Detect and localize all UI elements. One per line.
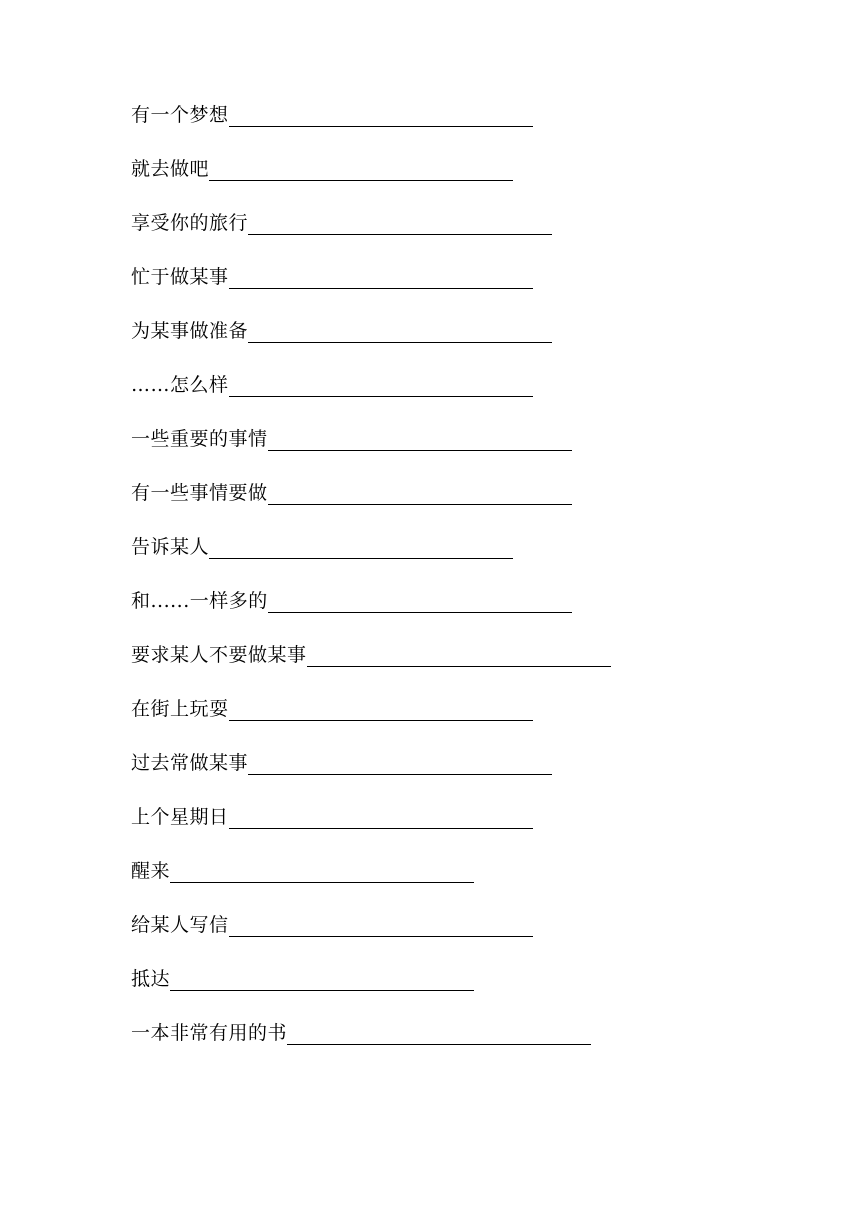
exercise-prompt: 和......一样多的 xyxy=(131,590,268,612)
exercise-item xyxy=(131,856,771,910)
exercise-item xyxy=(131,532,771,586)
exercise-list xyxy=(131,100,771,1072)
exercise-prompt: 忙于做某事 xyxy=(131,266,229,288)
exercise-item xyxy=(131,910,771,964)
exercise-prompt: 过去常做某事 xyxy=(131,752,249,774)
answer-blank xyxy=(229,802,533,829)
exercise-item xyxy=(131,154,771,208)
exercise-item xyxy=(131,424,771,478)
exercise-item xyxy=(131,802,771,856)
exercise-prompt: 有一个梦想 xyxy=(131,104,229,126)
answer-blank xyxy=(229,910,533,937)
answer-blank xyxy=(287,1018,591,1045)
exercise-item xyxy=(131,100,771,154)
answer-blank xyxy=(268,586,572,613)
exercise-prompt: 上个星期日 xyxy=(131,806,229,828)
answer-blank xyxy=(307,640,611,667)
answer-blank xyxy=(229,262,533,289)
answer-blank xyxy=(229,694,533,721)
exercise-item xyxy=(131,208,771,262)
exercise-prompt: 一些重要的事情 xyxy=(131,428,268,450)
exercise-prompt: ……怎么样 xyxy=(131,374,229,396)
exercise-prompt: 为某事做准备 xyxy=(131,320,249,342)
answer-blank xyxy=(209,154,513,181)
answer-blank xyxy=(268,478,572,505)
answer-blank xyxy=(248,208,552,235)
exercise-prompt: 醒来 xyxy=(131,860,171,882)
exercise-prompt: 给某人写信 xyxy=(131,914,229,936)
exercise-prompt: 一本非常有用的书 xyxy=(131,1022,288,1044)
exercise-item xyxy=(131,1018,771,1072)
answer-blank xyxy=(229,370,533,397)
exercise-prompt: 有一些事情要做 xyxy=(131,482,268,504)
exercise-item xyxy=(131,964,771,1018)
exercise-item xyxy=(131,748,771,802)
exercise-prompt: 要求某人不要做某事 xyxy=(131,644,307,666)
exercise-item xyxy=(131,694,771,748)
answer-blank xyxy=(268,424,572,451)
exercise-item xyxy=(131,586,771,640)
exercise-item xyxy=(131,478,771,532)
answer-blank xyxy=(170,856,474,883)
answer-blank xyxy=(229,100,533,127)
exercise-prompt: 享受你的旅行 xyxy=(131,212,249,234)
answer-blank xyxy=(248,748,552,775)
exercise-prompt: 抵达 xyxy=(131,968,171,990)
answer-blank xyxy=(170,964,474,991)
exercise-prompt: 告诉某人 xyxy=(131,536,210,558)
answer-blank xyxy=(248,316,552,343)
exercise-prompt: 在街上玩耍 xyxy=(131,698,229,720)
exercise-item xyxy=(131,370,771,424)
exercise-item xyxy=(131,640,771,694)
exercise-item xyxy=(131,262,771,316)
answer-blank xyxy=(209,532,513,559)
exercise-item xyxy=(131,316,771,370)
exercise-prompt: 就去做吧 xyxy=(131,158,210,180)
